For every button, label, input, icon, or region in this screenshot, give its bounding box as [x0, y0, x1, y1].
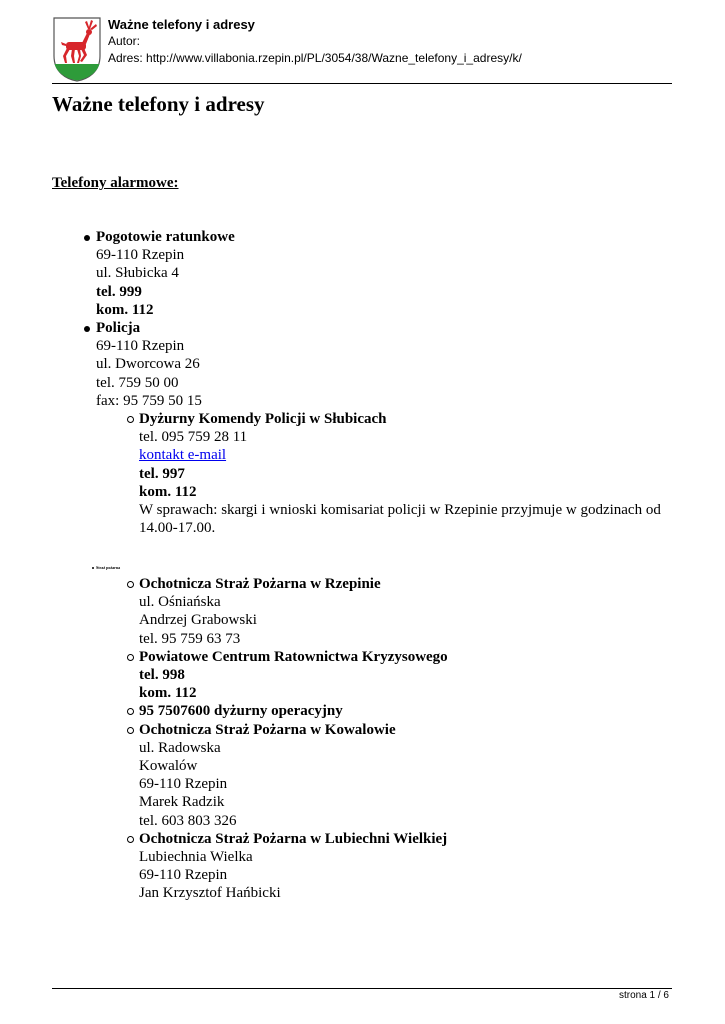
item-line: fax: 95 759 50 15: [96, 392, 202, 409]
bullet-icon: [92, 567, 94, 569]
item-name: Ochotnicza Straż Pożarna w Lubiechni Wielkiej: [139, 830, 448, 847]
item-line: tel. 603 803 326: [139, 812, 237, 829]
page-title: Ważne telefony i adresy: [52, 92, 265, 116]
circle-bullet-icon: [127, 581, 134, 588]
circle-bullet-icon: [127, 836, 134, 843]
circle-bullet-icon: [127, 416, 134, 423]
item-name: 95 7507600 dyżurny operacyjny: [139, 703, 343, 720]
item-line: ul. Słubicka 4: [96, 265, 179, 282]
sub-item-emergency: tel. 997: [139, 465, 185, 482]
circle-bullet-icon: [127, 654, 134, 661]
item-line: Andrzej Grabowski: [139, 612, 257, 629]
item-line: tel. 95 759 63 73: [139, 630, 241, 647]
item-line: Marek Radzik: [139, 794, 225, 811]
circle-bullet-icon: [127, 708, 134, 715]
sub-item-name: Dyżurny Komendy Policji w Słubicach: [139, 411, 387, 428]
item-line: ul. Dworcowa 26: [96, 356, 200, 373]
item-line: tel. 759 50 00: [96, 374, 179, 391]
fire-brigade-label: Straż pożarna: [92, 565, 120, 570]
item-line: Lubiechnia Wielka: [139, 849, 253, 866]
bullet-icon: [84, 235, 90, 241]
fire-list: [139, 575, 669, 903]
sub-item-police-slubice: [139, 410, 666, 537]
footer-divider: [52, 988, 672, 989]
list-item-ambulance: [96, 228, 666, 319]
document-header: [52, 14, 672, 84]
list-item: [139, 648, 669, 703]
item-line: Kowalów: [139, 758, 198, 775]
item-name: Ochotnicza Straż Pożarna w Kowalowie: [139, 721, 396, 738]
item-line: Jan Krzysztof Hańbicki: [139, 885, 281, 902]
list-item: [139, 702, 669, 720]
list-item: [139, 830, 669, 903]
page-number: strona 1 / 6: [618, 990, 669, 1001]
header-divider: [52, 83, 672, 84]
sub-item-note: W sprawach: skargi i wnioski komisariat policji w Rzepinie przyjmuje w godzinach od 14.00-17.00.: [139, 502, 661, 537]
list-item-police: [96, 319, 666, 537]
item-name: Pogotowie ratunkowe: [96, 229, 235, 245]
item-line: 69-110 Rzepin: [139, 867, 228, 884]
coat-of-arms-deer-icon: [52, 16, 102, 82]
list-item: [139, 721, 669, 830]
item-phone: tel. 999: [96, 283, 142, 300]
item-name: Ochotnicza Straż Pożarna w Rzepinie: [139, 576, 381, 592]
item-mobile: kom. 112: [96, 301, 154, 318]
item-name: Powiatowe Centrum Ratownictwa Kryzysowego: [139, 648, 448, 665]
item-line: ul. Ośniańska: [139, 594, 221, 611]
item-name: Policja: [96, 320, 141, 337]
item-phone: tel. 998: [139, 667, 185, 684]
alarm-list: [96, 228, 666, 537]
item-mobile: kom. 112: [139, 685, 197, 702]
item-line: 69-110 Rzepin: [139, 776, 228, 793]
header-author: Autor:: [108, 34, 141, 48]
section-heading: Telefony alarmowe:: [52, 175, 179, 191]
item-line: 69-110 Rzepin: [96, 247, 185, 264]
sub-item-mobile: kom. 112: [139, 483, 197, 500]
contact-email-link[interactable]: kontakt e-mail: [139, 447, 227, 464]
header-title: Ważne telefony i adresy: [108, 17, 255, 32]
header-address: Adres: http://www.villabonia.rzepin.pl/PL/3054/38/Wazne_telefony_i_adresy/k/: [108, 51, 522, 65]
bullet-icon: [84, 326, 90, 332]
list-item: [139, 575, 669, 648]
item-line: 69-110 Rzepin: [96, 338, 185, 355]
sub-item-phone: tel. 095 759 28 11: [139, 429, 248, 446]
item-line: ul. Radowska: [139, 739, 221, 756]
circle-bullet-icon: [127, 727, 134, 734]
